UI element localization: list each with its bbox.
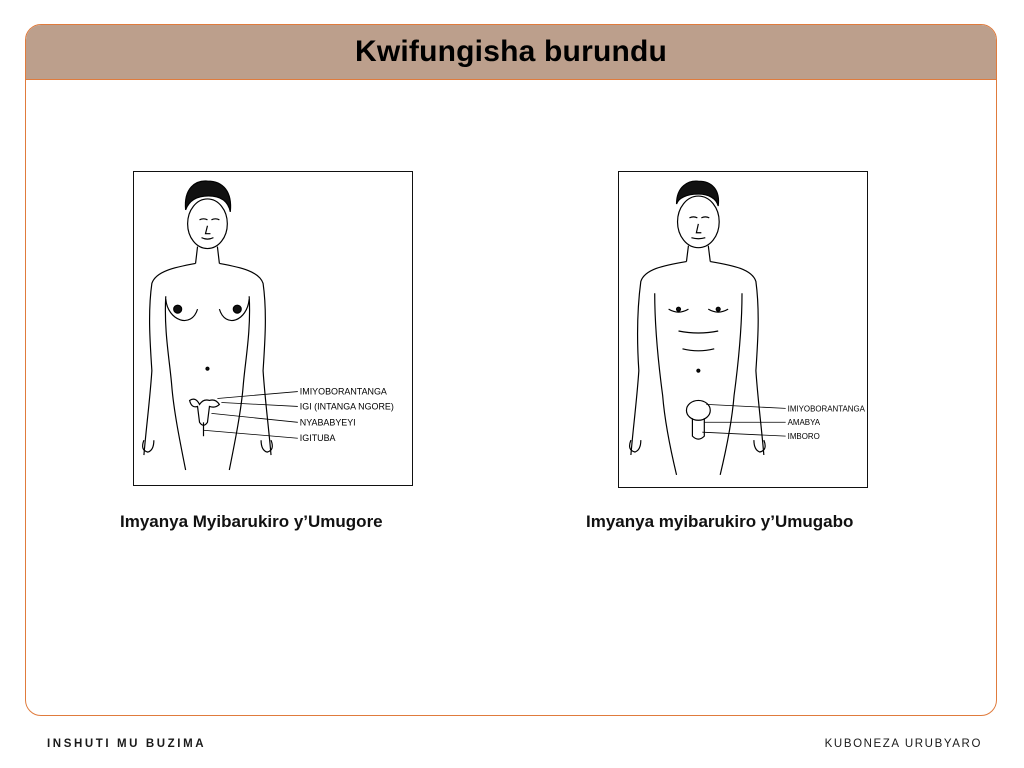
title-bar [26, 25, 996, 80]
male-label-1: IMIYOBORANTANGA [787, 404, 865, 414]
female-label-3: NYABABYEYI [299, 417, 356, 428]
female-label-1: IMIYOBORANTANGA [299, 386, 387, 397]
male-figure-caption: Imyanya myibarukiro y’Umugabo [586, 512, 854, 531]
female-label-2: IGI (INTANGA NGORE) [299, 401, 394, 412]
male-body-illustration [619, 172, 867, 487]
male-anatomy-figure [618, 171, 868, 488]
female-anatomy-figure [133, 171, 413, 486]
female-figure-caption: Imyanya Myibarukiro y’Umugore [120, 512, 383, 531]
female-body-illustration [134, 172, 412, 485]
footer-brand: INSHUTI MU BUZIMA [47, 738, 207, 750]
footer-section: KUBONEZA URUBYARO [824, 738, 982, 750]
slide-title: Kwifungisha burundu [354, 35, 668, 68]
male-label-3: IMBORO [787, 432, 820, 442]
male-label-2: AMABYA [787, 418, 821, 428]
female-label-4: IGITUBA [299, 433, 336, 444]
